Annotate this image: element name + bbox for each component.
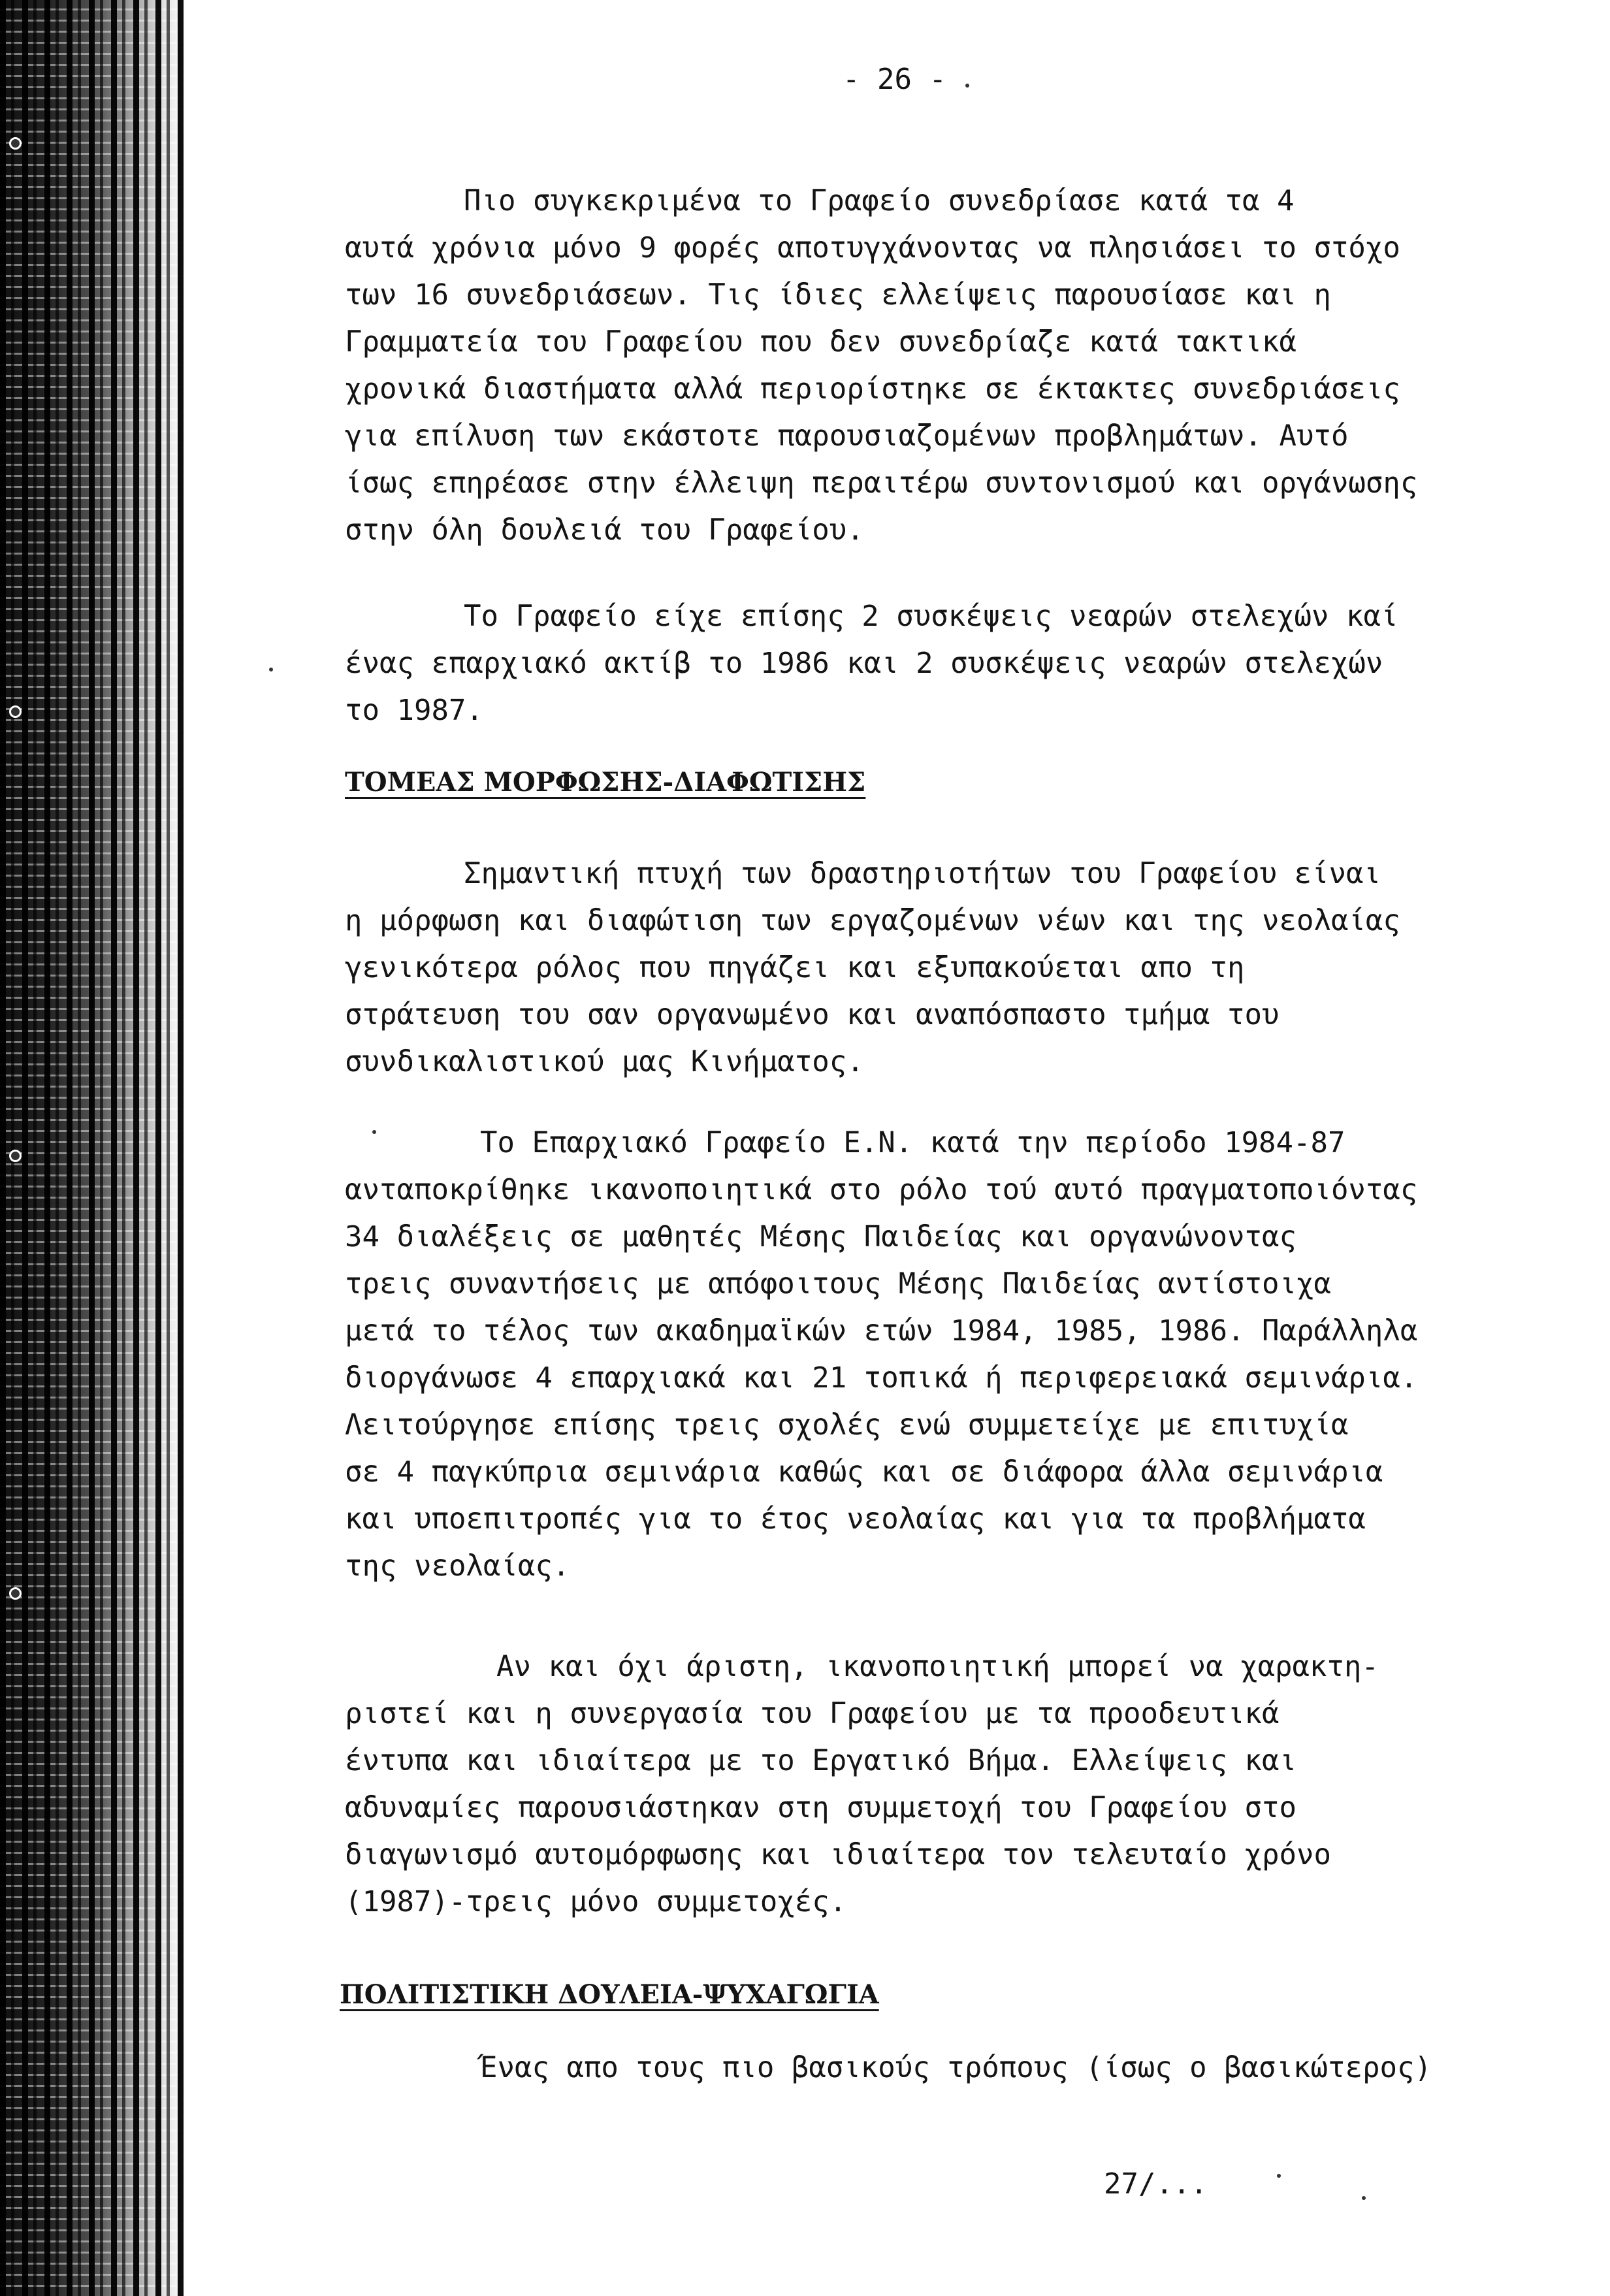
paragraph-4-line-6: διοργάνωσε 4 επαρχιακά και 21 τοπικά ή περιφερειακά σεμινάρια. bbox=[345, 1361, 1418, 1395]
scan-speck bbox=[1362, 2196, 1366, 2200]
paragraph-1-line-2: αυτά χρόνια μόνο 9 φορές αποτυγχάνοντας να πλησιάσει το στόχο bbox=[345, 231, 1400, 265]
paragraph-4-line-10: της νεολαίας. bbox=[345, 1549, 570, 1583]
paragraph-3-line-2: η μόρφωση και διαφώτιση των εργαζομένων νέων και της νεολαίας bbox=[345, 904, 1400, 937]
paragraph-5-line-6: (1987)-τρεις μόνο συμμετοχές. bbox=[345, 1885, 847, 1918]
continuation-marker: 27/... bbox=[1104, 2167, 1208, 2201]
paragraph-3-line-1: Σημαντική πτυχή των δραστηριοτήτων του Γραφείου είναι bbox=[464, 857, 1381, 890]
paragraph-4-line-5: μετά το τέλος των ακαδημαϊκών ετών 1984, 1985, 1986. Παράλληλα bbox=[345, 1314, 1418, 1348]
punch-hole bbox=[9, 705, 22, 718]
page-number: - 26 - bbox=[843, 63, 946, 96]
section-heading-culture: ΠΟΛΙΤΙΣΤΙΚΗ ΔΟΥΛΕΙΑ-ΨΥΧΑΓΩΓΙΑ bbox=[340, 1979, 879, 2010]
paragraph-5-line-4: αδυναμίες παρουσιάστηκαν στη συμμετοχή του Γραφείου στο bbox=[345, 1791, 1296, 1824]
paragraph-4-line-4: τρεις συναντήσεις με απόφοιτους Μέσης Παιδείας αντίστοιχα bbox=[345, 1267, 1331, 1301]
paragraph-1-line-4: Γραμματεία του Γραφείου που δεν συνεδρίαζε κατά τακτικά bbox=[345, 325, 1296, 359]
paragraph-3-line-5: συνδικαλιστικού μας Κινήματος. bbox=[345, 1045, 864, 1078]
paragraph-4-line-3: 34 διαλέξεις σε μαθητές Μέσης Παιδείας και οργανώνοντας bbox=[345, 1220, 1296, 1253]
paragraph-4-line-8: σε 4 παγκύπρια σεμινάρια καθώς και σε διάφορα άλλα σεμινάρια bbox=[345, 1455, 1383, 1489]
scan-speck bbox=[269, 668, 273, 671]
paragraph-1-line-7: ίσως επηρέασε στην έλλειψη περαιτέρω συντονισμού και οργάνωσης bbox=[345, 466, 1418, 500]
paragraph-1-line-1: Πιο συγκεκριμένα το Γραφείο συνεδρίασε κατά τα 4 bbox=[464, 184, 1295, 218]
paragraph-6-line-1: Ένας απο τους πιο βασικούς τρόπους (ίσως ο βασικώτερος) bbox=[480, 2051, 1432, 2084]
paragraph-4-line-2: ανταποκρίθηκε ικανοποιητικά στο ρόλο τού αυτό πραγματοποιόντας bbox=[345, 1173, 1418, 1206]
paragraph-5-line-3: έντυπα και ιδιαίτερα με το Εργατικό Βήμα. Ελλείψεις και bbox=[345, 1744, 1296, 1777]
scan-speck bbox=[965, 84, 969, 88]
scan-speck bbox=[372, 1130, 376, 1134]
paragraph-5-line-5: διαγωνισμό αυτομόρφωσης και ιδιαίτερα τον τελευταίο χρόνο bbox=[345, 1838, 1331, 1871]
paragraph-1-line-6: για επίλυση των εκάστοτε παρουσιαζομένων προβλημάτων. Αυτό bbox=[345, 419, 1349, 453]
scan-speck bbox=[1277, 2174, 1281, 2178]
paragraph-2-line-2: ένας επαρχιακό ακτίβ το 1986 και 2 συσκέψεις νεαρών στελεχών bbox=[345, 647, 1383, 680]
paragraph-3-line-4: στράτευση του σαν οργανωμένο και αναπόσπαστο τμήμα του bbox=[345, 998, 1280, 1031]
paragraph-3-line-3: γενικότερα ρόλος που πηγάζει και εξυπακούεται απο τη bbox=[345, 951, 1245, 984]
paragraph-2-line-1: Το Γραφείο είχε επίσης 2 συσκέψεις νεαρών στελεχών καί bbox=[464, 600, 1398, 633]
section-heading-education: ΤΟΜΕΑΣ ΜΟΡΦΩΣΗΣ-ΔΙΑΦΩΤΙΣΗΣ bbox=[345, 767, 866, 798]
punch-hole bbox=[9, 1150, 22, 1162]
paragraph-1-line-5: χρονικά διαστήματα αλλά περιορίστηκε σε έκτακτες συνεδριάσεις bbox=[345, 372, 1400, 406]
paragraph-5-line-2: ριστεί και η συνεργασία του Γραφείου με τα προοδευτικά bbox=[345, 1697, 1280, 1730]
paragraph-5-line-1: Αν και όχι άριστη, ικανοποιητική μπορεί να χαρακτη- bbox=[496, 1650, 1379, 1683]
paragraph-1-line-3: των 16 συνεδριάσεων. Τις ίδιες ελλείψεις παρουσίασε και η bbox=[345, 278, 1331, 312]
paragraph-2-line-3: το 1987. bbox=[345, 694, 483, 727]
paragraph-4-line-1: Το Επαρχιακό Γραφείο Ε.Ν. κατά την περίοδο 1984-87 bbox=[480, 1126, 1345, 1159]
paragraph-4-line-9: και υποεπιτροπές για το έτος νεολαίας και για τα προβλήματα bbox=[345, 1502, 1366, 1536]
paragraph-4-line-7: Λειτούργησε επίσης τρεις σχολές ενώ συμμετείχε με επιτυχία bbox=[345, 1408, 1349, 1442]
binding-edge-scan bbox=[0, 0, 186, 2296]
punch-hole bbox=[9, 137, 22, 150]
punch-hole bbox=[9, 1587, 22, 1600]
paragraph-1-line-8: στην όλη δουλειά του Γραφείου. bbox=[345, 513, 864, 547]
